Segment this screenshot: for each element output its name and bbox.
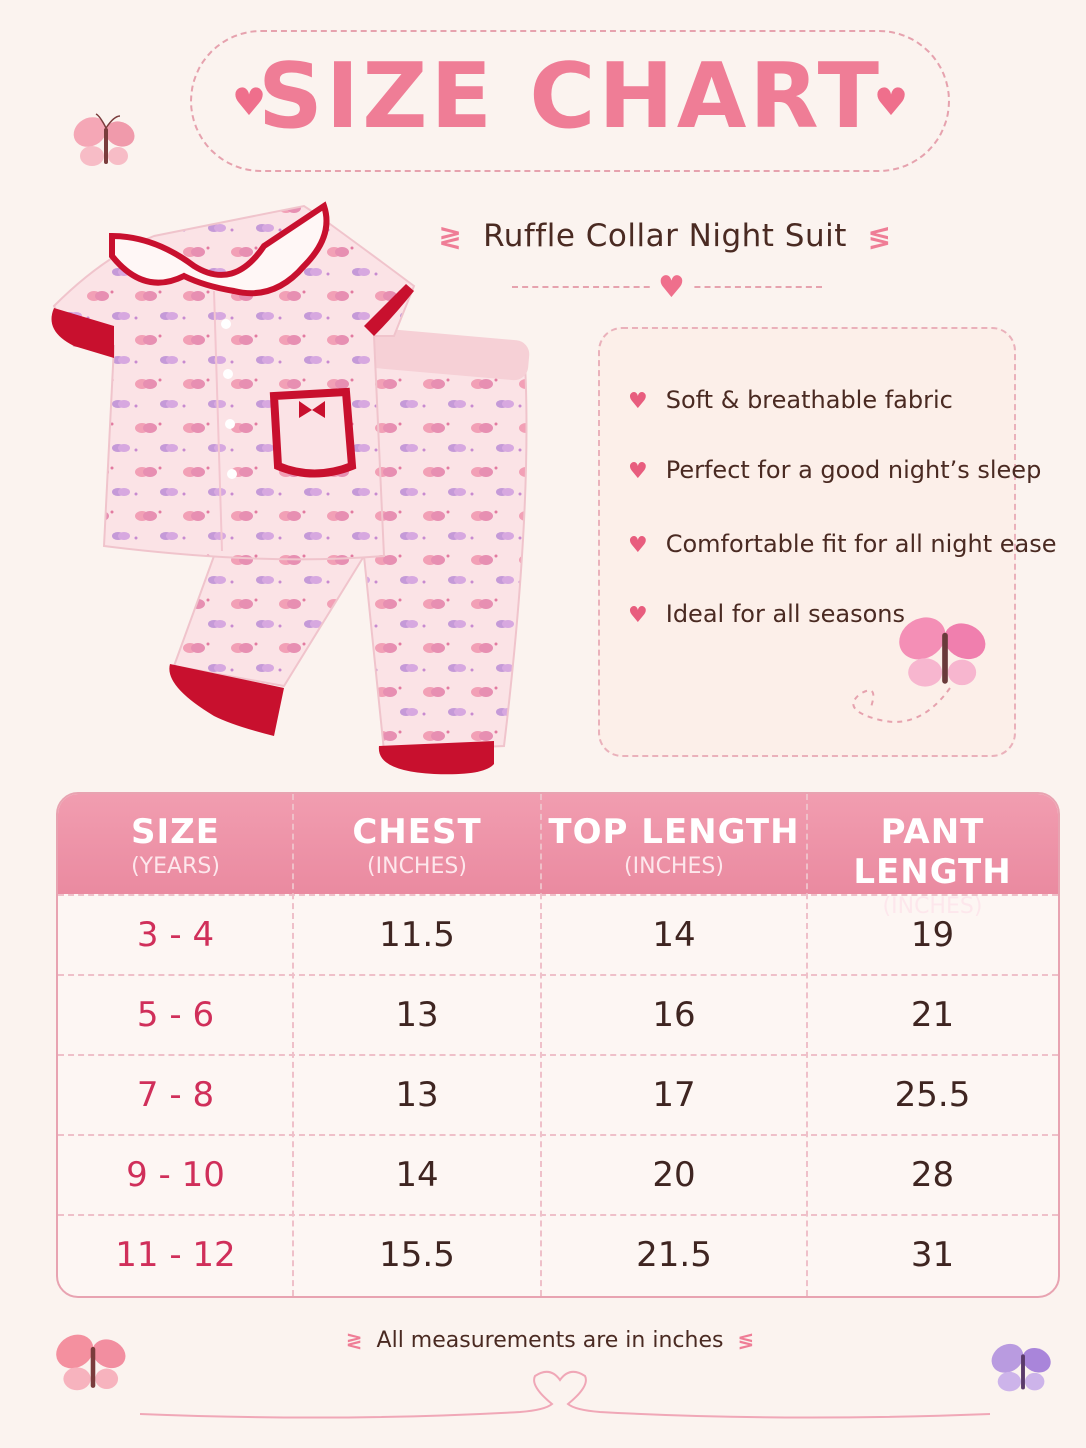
heart-icon: ♥ [232,80,267,124]
chest-cell: 14 [395,1155,439,1195]
table-row [58,1054,1058,1135]
table-row [58,1214,1058,1295]
size-cell: 3 - 4 [136,915,215,955]
size-cell: 11 - 12 [115,1235,236,1275]
chest-cell: 11.5 [379,915,455,955]
pant-length-cell: 25.5 [894,1075,971,1115]
top-length-cell: 16 [652,995,696,1035]
chest-cell: 13 [395,995,439,1035]
footnote: ≷ All measurements are in inches ≶ [345,1328,755,1353]
table-row [58,974,1058,1055]
feature-item: ♥ Ideal for all seasons [628,600,905,628]
flight-path [840,680,960,740]
column-divider [540,794,542,1296]
chest-cell: 15.5 [379,1235,455,1275]
top-length-cell: 20 [652,1155,696,1195]
squiggle-icon: ≷ [438,220,463,253]
size-cell: 9 - 10 [126,1155,225,1195]
subtitle [380,218,950,254]
heart-flourish [140,1366,1000,1436]
pant-length-cell: 28 [910,1155,955,1195]
column-divider [806,794,808,1296]
header-top-length: TOP LENGTH (INCHES) [548,812,800,879]
size-cell: 7 - 8 [136,1075,215,1115]
top-length-cell: 17 [652,1075,696,1115]
table-header [58,794,1058,919]
size-cell: 5 - 6 [136,995,215,1035]
header-size: SIZE (YEARS) [130,812,221,879]
heart-icon: ♥ [628,533,648,558]
column-divider [292,794,294,1296]
subtitle-text: Ruffle Collar Night Suit [483,218,847,254]
top-length-cell: 14 [652,915,696,955]
pant-length-cell: 21 [910,995,955,1035]
top-length-cell: 21.5 [636,1235,712,1275]
squiggle-icon: ≶ [867,220,892,253]
butterfly-icon [70,110,142,176]
table-row [58,894,1058,975]
heart-icon: ♥ [628,389,648,414]
heart-icon: ♥ [874,80,909,124]
heart-icon: ♥ [652,268,691,308]
pant-length-cell: 19 [910,915,955,955]
squiggle-icon: ≶ [737,1328,755,1352]
page-title: SIZE CHART [257,44,883,149]
heart-icon: ♥ [628,603,648,628]
header-pant-length: PANT LENGTH (INCHES) [853,812,1012,919]
header-chest: CHEST (INCHES) [352,812,482,879]
pant-length-cell: 31 [910,1235,955,1275]
feature-item: ♥ Perfect for a good night’s sleep [628,456,1042,484]
table-row [58,1134,1058,1215]
butterfly-icon [52,1326,134,1402]
size-table [56,792,1060,1298]
pajama-illustration [34,196,544,780]
squiggle-icon: ≷ [345,1328,363,1352]
chest-cell: 13 [395,1075,439,1115]
feature-item: ♥ Comfortable fit for all night ease [628,530,1057,558]
heart-icon: ♥ [628,459,648,484]
feature-item: ♥ Soft & breathable fabric [628,386,953,414]
